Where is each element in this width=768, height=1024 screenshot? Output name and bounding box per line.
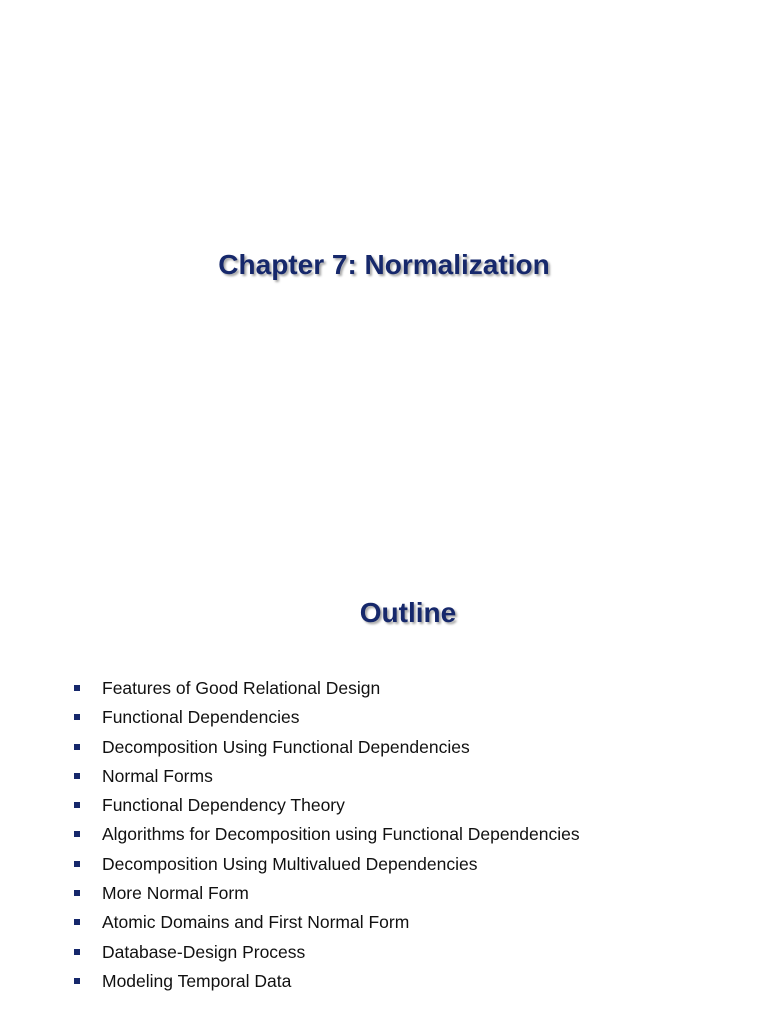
outline-item-text: More Normal Form [102,883,249,904]
square-bullet-icon [74,802,80,808]
outline-item [72,703,732,732]
outline-item-text: Functional Dependencies [102,707,300,728]
chapter-title: Chapter 7: Normalization [218,249,550,280]
square-bullet-icon [74,949,80,955]
outline-item [72,820,732,849]
square-bullet-icon [74,861,80,867]
outline-item-text: Features of Good Relational Design [102,678,381,698]
outline-item [72,762,732,791]
square-bullet-icon [74,890,80,896]
square-bullet-icon [74,714,80,720]
outline-item-text: Algorithms for Decomposition using Functional Dependencies [102,824,580,845]
outline-item [72,938,732,967]
outline-item-text: Modeling Temporal Data [102,970,292,991]
outline-item [72,674,732,703]
outline-item [72,791,732,820]
outline-item [72,908,732,937]
outline-item [72,733,732,762]
outline-item-text: Decomposition Using Functional Dependencies [102,736,470,757]
outline-item-text: Decomposition Using Multivalued Dependencies [102,853,478,874]
outline-item-text: Atomic Domains and First Normal Form [102,912,410,933]
outline-item-text: Database-Design Process [102,941,306,962]
outline-item-text: Normal Forms [102,765,213,786]
square-bullet-icon [74,744,80,750]
outline-title: Outline [359,597,457,628]
square-bullet-icon [74,831,80,837]
square-bullet-icon [74,685,80,691]
square-bullet-icon [74,773,80,779]
outline-item [72,879,732,908]
square-bullet-icon [74,978,80,984]
square-bullet-icon [74,919,80,925]
outline-item [72,967,732,996]
outline-item [72,850,732,879]
outline-list [72,674,732,996]
outline-item-text: Functional Dependency Theory [102,795,345,816]
